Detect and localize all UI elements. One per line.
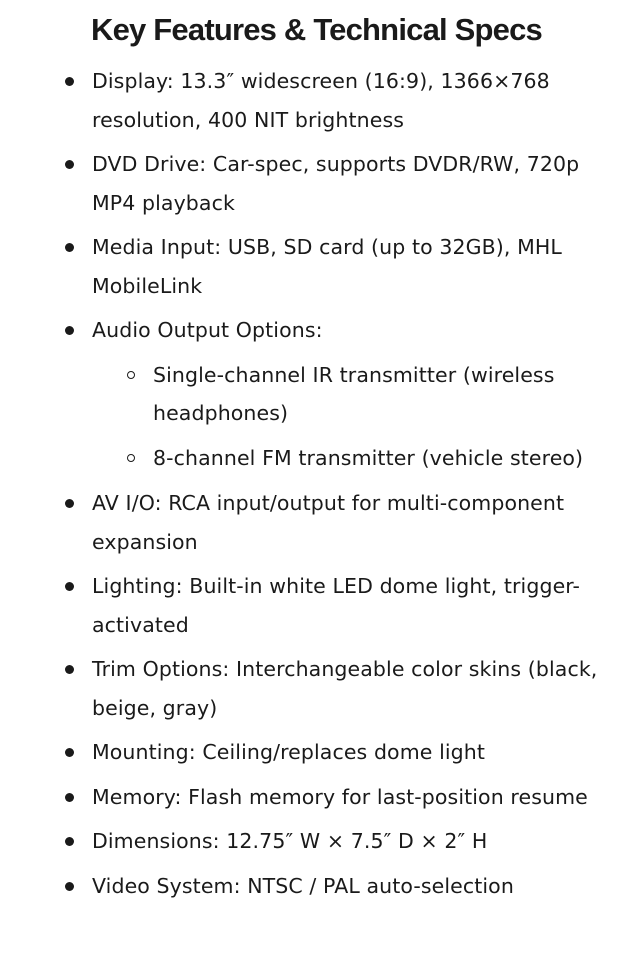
list-item-text: Display: 13.3″ widescreen (16:9), 1366×768 resolution, 400 NIT brightness — [92, 69, 550, 132]
list-item — [92, 650, 620, 727]
hollow-bullet-icon — [127, 454, 135, 462]
list-item — [92, 567, 620, 644]
list-item — [92, 311, 620, 477]
list-item — [92, 778, 620, 817]
feature-list — [92, 62, 620, 911]
sub-list-item-text: 8-channel FM transmitter (vehicle stereo) — [153, 445, 584, 470]
bullet-icon — [65, 243, 74, 252]
bullet-icon — [65, 837, 74, 846]
bullet-icon — [65, 582, 74, 591]
list-item-text: DVD Drive: Car-spec, supports DVDR/RW, 720p MP4 playback — [92, 152, 580, 215]
sub-list-item — [153, 356, 620, 433]
list-item-text: Memory: Flash memory for last-position resume — [92, 784, 588, 809]
sub-list-item-text: Single-channel IR transmitter (wireless headphones) — [153, 362, 555, 425]
list-item-text: Mounting: Ceiling/replaces dome light — [92, 740, 486, 764]
list-item-text: Lighting: Built-in white LED dome light, trigger-activated — [92, 574, 581, 637]
list-item — [92, 867, 620, 906]
bullet-icon — [65, 882, 74, 891]
list-item — [92, 228, 620, 305]
list-item-text: Trim Options: Interchangeable color skins (black, beige, gray) — [92, 657, 598, 720]
list-item-text: Audio Output Options: — [92, 318, 323, 342]
bullet-icon — [65, 326, 74, 335]
list-item-text: Video System: NTSC / PAL auto-selection — [92, 873, 514, 898]
list-item — [92, 145, 620, 222]
bullet-icon — [65, 77, 74, 86]
bullet-icon — [65, 793, 74, 802]
list-item — [92, 62, 620, 139]
sub-list — [92, 356, 620, 478]
bullet-icon — [65, 748, 74, 757]
bullet-icon — [65, 499, 74, 508]
bullet-icon — [65, 665, 74, 674]
list-item-text: Dimensions: 12.75″ W × 7.5″ D × 2″ H — [92, 829, 488, 853]
list-item — [92, 822, 620, 861]
list-item — [92, 484, 620, 561]
hollow-bullet-icon — [127, 371, 135, 379]
list-item-text: Media Input: USB, SD card (up to 32GB), MHL MobileLink — [92, 235, 562, 298]
list-item — [92, 733, 620, 772]
page-title: Key Features & Technical Specs — [91, 12, 542, 47]
bullet-icon — [65, 160, 74, 169]
list-item-text: AV I/O: RCA input/output for multi-component expansion — [92, 491, 565, 554]
sub-list-item — [153, 439, 633, 478]
